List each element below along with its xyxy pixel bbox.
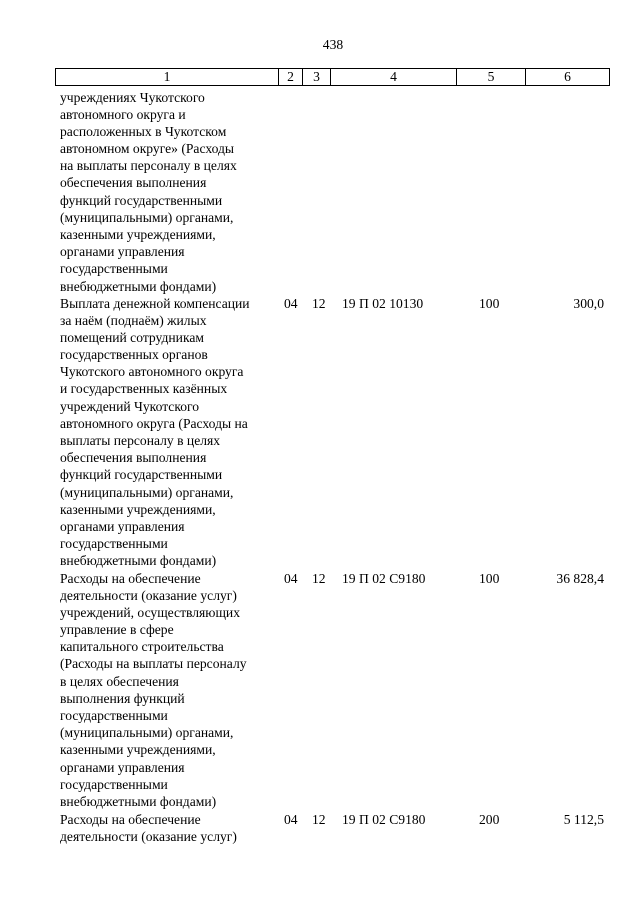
table-row	[60, 89, 612, 295]
table-row	[60, 811, 612, 845]
page-number: 438	[322, 37, 344, 52]
header-col-4: 4	[331, 69, 457, 85]
amount: 300,0	[573, 295, 604, 311]
description-line: (муниципальными) органами,	[60, 484, 234, 500]
row-description	[60, 811, 612, 845]
description-line: автономного округа и	[60, 106, 186, 122]
section-code: 04	[284, 295, 298, 311]
amount: 36 828,4	[556, 570, 604, 586]
description-line: управление в сфере	[60, 622, 174, 638]
subsection-code: 12	[312, 570, 326, 586]
description-line: учреждений, осуществляющих	[60, 604, 240, 620]
target-article-code: 19 П 02 С9180	[342, 570, 426, 586]
expense-type-code: 200	[479, 811, 500, 827]
description-line: государственными	[60, 776, 168, 792]
subsection-code: 12	[312, 811, 326, 827]
description-line: учреждениях Чукотского	[60, 89, 205, 105]
header-col-1: 1	[56, 69, 279, 85]
description-line: автономного округа (Расходы на	[60, 415, 248, 431]
header-col-3: 3	[303, 69, 331, 85]
description-line: деятельности (оказание услуг)	[60, 587, 237, 603]
description-line: учреждений Чукотского	[60, 398, 200, 414]
header-col-5: 5	[457, 69, 526, 85]
description-line: помещений сотрудникам	[60, 329, 204, 345]
description-line: автономном округе» (Расходы	[60, 141, 235, 157]
header-col-2: 2	[279, 69, 303, 85]
description-line: государственных органов	[60, 347, 208, 363]
description-line: за наём (поднаём) жилых	[60, 312, 207, 328]
description-line: органами управления	[60, 244, 185, 260]
section-code: 04	[284, 570, 298, 586]
header-col-6: 6	[564, 69, 571, 84]
description-line: обеспечения выполнения	[60, 175, 207, 191]
expense-type-code: 100	[479, 295, 500, 311]
description-line: обеспечения выполнения	[60, 450, 207, 466]
target-article-code: 19 П 02 С9180	[342, 811, 426, 827]
description-line: выплаты персоналу в целях	[60, 433, 221, 448]
subsection-code: 12	[312, 295, 326, 311]
description-line: (муниципальными) органами,	[60, 725, 234, 741]
description-line: внебюджетными фондами)	[60, 278, 217, 294]
table-header-row	[55, 68, 610, 86]
amount: 5 112,5	[563, 811, 604, 827]
description-line: органами управления	[60, 518, 185, 534]
row-description	[60, 570, 612, 811]
description-line: в целях обеспечения	[60, 673, 179, 689]
description-line: функций государственными	[60, 192, 223, 208]
row-description	[60, 295, 612, 570]
section-code: 04	[284, 811, 298, 827]
description-line: выполнения функций	[60, 690, 185, 706]
description-line: расположенных в Чукотском	[60, 123, 227, 139]
description-line: на выплаты персоналу в целях	[60, 158, 237, 174]
target-article-code: 19 П 02 10130	[342, 295, 424, 311]
table-row	[60, 570, 612, 811]
description-line: Расходы на обеспечение	[60, 811, 201, 827]
description-line: функций государственными	[60, 467, 223, 483]
description-line: казенными учреждениями,	[60, 742, 216, 758]
description-line: Чукотского автономного округа	[60, 364, 244, 380]
description-line: государственными	[60, 536, 168, 552]
description-line: (Расходы на выплаты персоналу	[60, 656, 247, 672]
description-line: внебюджетными фондами)	[60, 793, 217, 809]
row-description	[60, 89, 612, 295]
description-line: казенными учреждениями,	[60, 227, 216, 242]
description-line: капитального строительства	[60, 639, 224, 655]
expense-type-code: 100	[479, 570, 500, 586]
description-line: внебюджетными фондами)	[60, 553, 217, 569]
description-line: государственными	[60, 261, 168, 277]
description-line: и государственных казённых	[60, 381, 228, 397]
description-line: Выплата денежной компенсации	[60, 295, 250, 311]
table-row	[60, 295, 612, 570]
description-line: Расходы на обеспечение	[60, 570, 201, 586]
description-line: деятельности (оказание услуг)	[60, 828, 237, 844]
description-line: органами управления	[60, 759, 185, 775]
description-line: государственными	[60, 708, 168, 723]
description-line: казенными учреждениями,	[60, 501, 216, 517]
description-line: (муниципальными) органами,	[60, 209, 234, 225]
